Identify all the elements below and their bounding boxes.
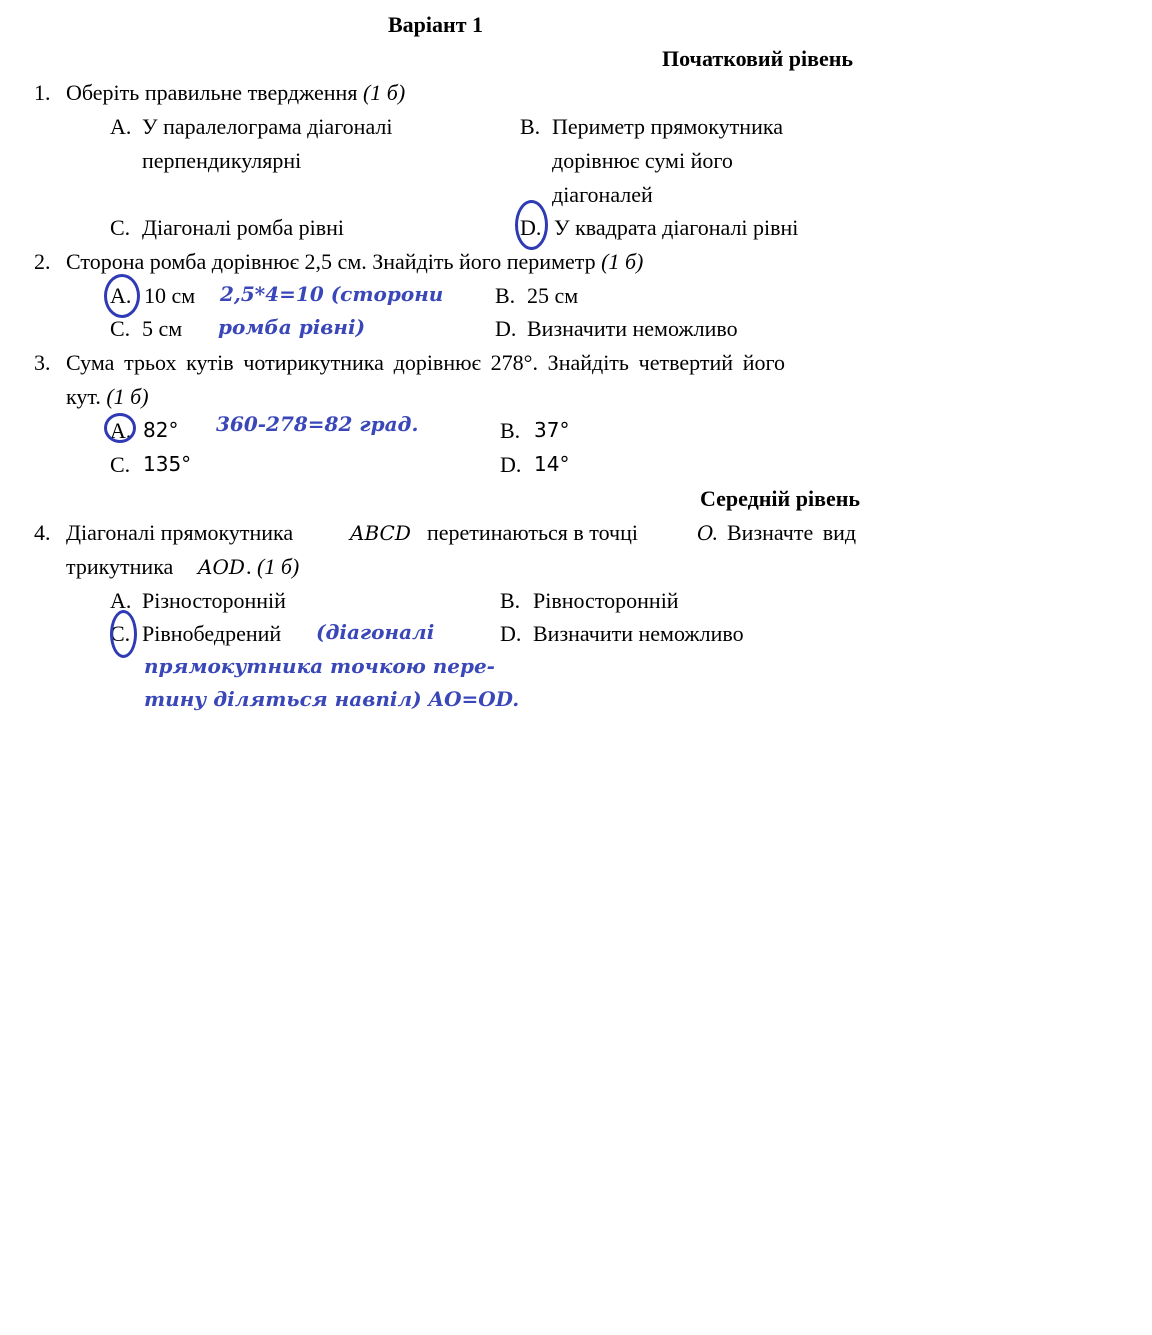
option-c-text: Діагоналі ромба рівні	[142, 215, 345, 240]
question-text: Оберіть правильне твердження (1 б)	[66, 80, 406, 105]
question-text-part3: . Визначте вид	[712, 520, 857, 545]
option-a-letter[interactable]: A.	[110, 114, 132, 139]
option-b-text: 37°	[534, 418, 570, 442]
question-text: Діагоналі прямокутника	[66, 520, 294, 545]
option-a-text: У паралелограма діагоналі	[142, 114, 393, 139]
option-d-letter[interactable]: D.	[520, 215, 542, 240]
handwritten-note-line2: прямокутника точкою пере-	[144, 654, 495, 678]
option-a-letter[interactable]: A.	[110, 418, 132, 443]
option-d-text: Визначити неможливо	[533, 621, 744, 646]
option-b-letter[interactable]: B.	[500, 418, 521, 443]
option-a-letter[interactable]: A.	[110, 283, 132, 308]
question-number: 2.	[34, 249, 51, 274]
question-number: 4.	[34, 520, 51, 545]
option-a-letter[interactable]: A.	[110, 588, 132, 613]
option-d-text: У квадрата діагоналі рівні	[554, 215, 799, 240]
handwritten-note: (діагоналі	[316, 620, 435, 644]
option-d-letter[interactable]: D.	[500, 452, 522, 477]
handwritten-note-line2: ромба рівні)	[218, 315, 366, 339]
option-b-text: Периметр прямокутника	[552, 114, 783, 139]
option-d-letter[interactable]: D.	[500, 621, 522, 646]
question-number: 1.	[34, 80, 51, 105]
question-text-line2: кут. (1 б)	[66, 384, 149, 409]
option-d-text: 14°	[534, 452, 570, 476]
handwritten-note: 360-278=82 град.	[216, 412, 419, 436]
option-c-text: Рівнобедрений	[142, 621, 282, 646]
question-text: Сторона ромба дорівнює 2,5 см. Знайдіть його периметр (1 б)	[66, 249, 644, 274]
option-b-text: 25 см	[527, 283, 579, 308]
math-abcd: ABCD	[350, 521, 411, 545]
answer-circle-mark	[104, 274, 140, 318]
section-middle-heading: Середній рівень	[700, 486, 861, 511]
option-d-text: Визначити неможливо	[527, 316, 738, 341]
handwritten-note-line3: тину діляться навпіл) AO=OD.	[144, 687, 520, 711]
option-c-letter[interactable]: C.	[110, 215, 131, 240]
question-text-line2: трикутника	[66, 554, 174, 579]
variant-title: Варіант 1	[388, 12, 484, 37]
option-b-text: Рівносторонній	[533, 588, 679, 613]
option-b-letter[interactable]: B.	[500, 588, 521, 613]
option-d-letter[interactable]: D.	[495, 316, 517, 341]
option-a-text-line2: перпендикулярні	[142, 148, 302, 173]
option-a-text: 82°	[143, 418, 179, 442]
option-c-letter[interactable]: C.	[110, 621, 131, 646]
option-b-letter[interactable]: B.	[520, 114, 541, 139]
answer-circle-mark	[104, 413, 136, 443]
math-aod: AOD	[198, 555, 245, 579]
handwritten-note: 2,5*4=10 (сторони	[220, 282, 444, 306]
question-text: Сума трьох кутів чотирикутника дорівнює 278°. Знайдіть четвертий його	[66, 350, 785, 375]
answer-circle-mark	[110, 610, 137, 658]
question-text-part2: перетинаються в точці	[427, 520, 638, 545]
math-o: O	[697, 521, 714, 545]
option-a-text: Різносторонній	[142, 588, 286, 613]
question-number: 3.	[34, 350, 51, 375]
section-basic-heading: Початковий рівень	[662, 46, 854, 71]
option-c-letter[interactable]: C.	[110, 316, 131, 341]
question-text-line2-end: . (1 б)	[246, 554, 300, 579]
option-c-text: 135°	[143, 452, 192, 476]
option-b-text-line2: дорівнює сумі його	[552, 148, 733, 173]
option-b-letter[interactable]: B.	[495, 283, 516, 308]
option-b-text-line3: діагоналей	[552, 182, 653, 207]
option-a-text: 10 см	[144, 283, 196, 308]
option-c-text: 5 см	[142, 316, 183, 341]
option-c-letter[interactable]: C.	[110, 452, 131, 477]
answer-circle-mark	[515, 200, 548, 250]
